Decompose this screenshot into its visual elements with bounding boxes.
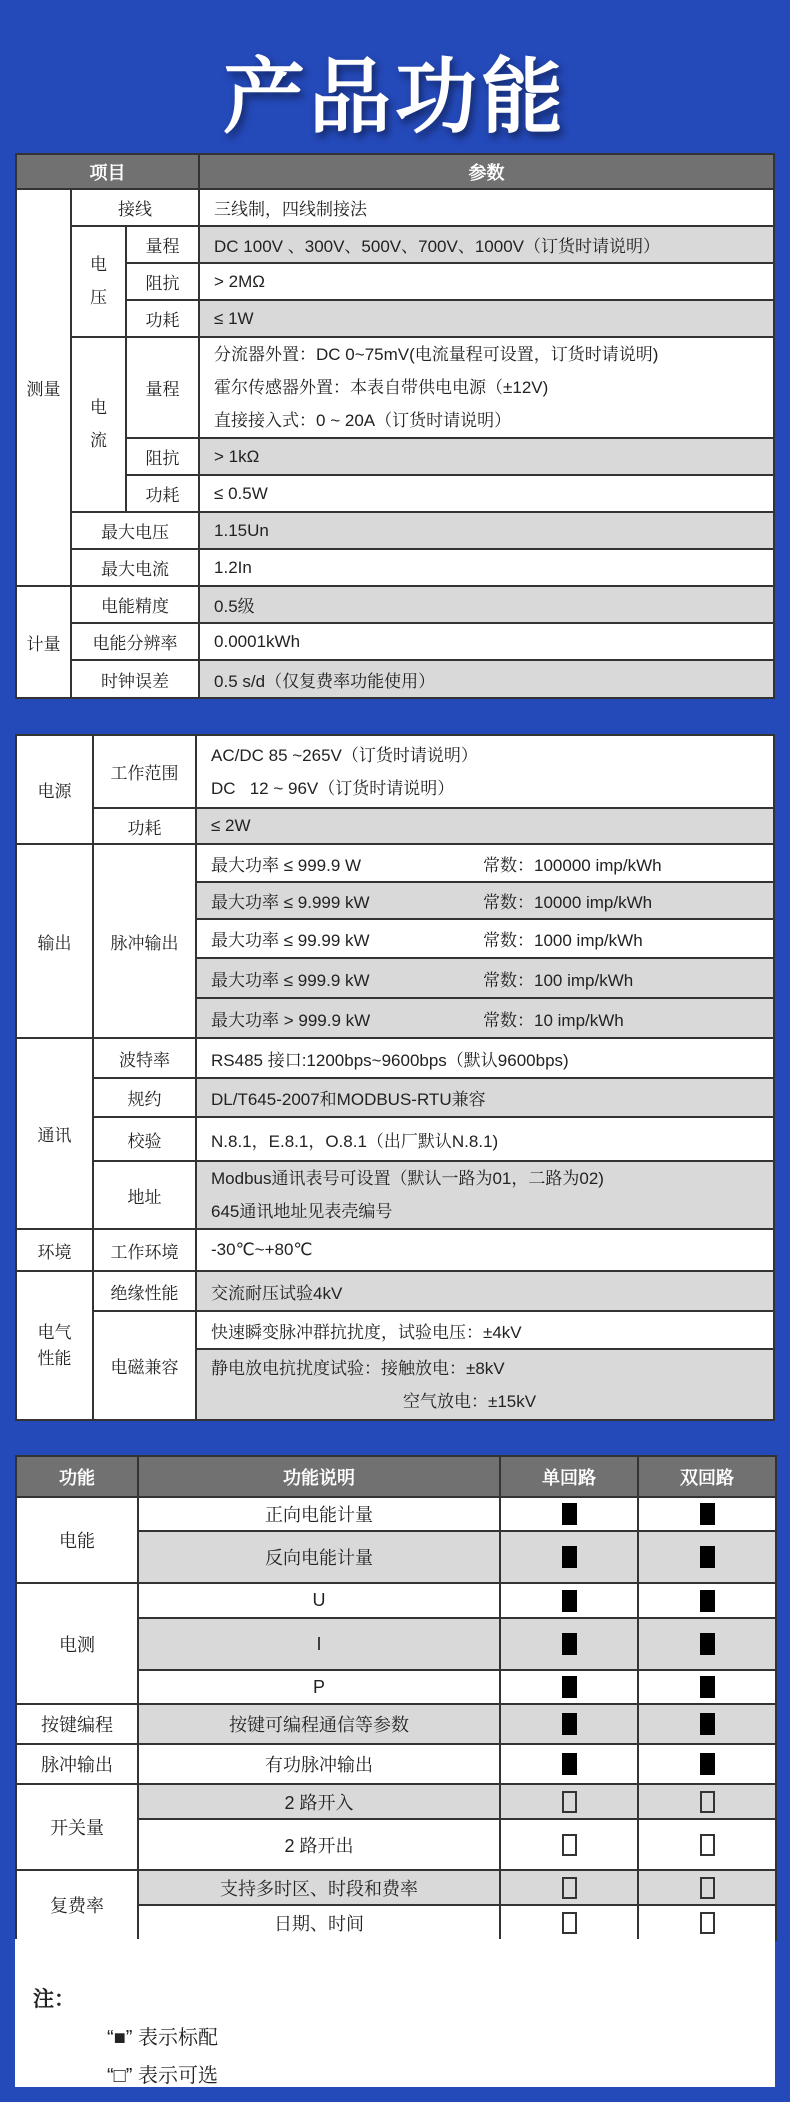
feature-row <box>16 1583 776 1618</box>
filled-square-icon <box>700 1713 715 1735</box>
feature-dual-cell <box>638 1819 776 1870</box>
feature-dual-cell <box>638 1670 776 1704</box>
text-line: 分流器外置：DC 0~75mV(电流量程可设置，订货时请说明) <box>214 345 659 364</box>
pulse-constant: 常数：10 imp/kWh <box>483 1010 624 1030</box>
value-max-i: 1.2In <box>199 549 774 586</box>
feature-dual-cell <box>638 1744 776 1784</box>
group-power: 电源 <box>16 735 93 844</box>
feature-single-cell <box>500 1670 638 1704</box>
feature-description: U <box>138 1583 500 1618</box>
label-clock: 时钟误差 <box>71 660 199 698</box>
pulse-constant: 常数：100000 imp/kWh <box>483 855 662 875</box>
feature-description: 正向电能计量 <box>138 1497 500 1531</box>
empty-square-icon <box>562 1791 577 1813</box>
filled-square-icon <box>562 1676 577 1698</box>
feature-dual-cell <box>638 1531 776 1583</box>
value-max-v: 1.15Un <box>199 512 774 549</box>
feature-single-cell <box>500 1618 638 1670</box>
feature-single-cell <box>500 1583 638 1618</box>
header-function: 功能 <box>16 1456 138 1497</box>
text-line: Modbus通讯表号可设置（默认一路为01，二路为02) <box>211 1169 604 1188</box>
feature-description: 按键可编程通信等参数 <box>138 1704 500 1744</box>
value-wiring: 三线制，四线制接法 <box>199 189 774 226</box>
label-i-range: 量程 <box>126 337 199 438</box>
pulse-power: 最大功率 ≤ 999.9 kW <box>211 970 370 990</box>
pulse-row <box>196 919 774 958</box>
group-voltage: 电压 <box>90 255 107 307</box>
feature-description: I <box>138 1618 500 1670</box>
label-i-pow: 功耗 <box>126 475 199 512</box>
pulse-power: 最大功率 ≤ 9.999 kW <box>211 893 370 912</box>
feature-dual-cell <box>638 1497 776 1531</box>
label-wiring: 接线 <box>71 189 199 226</box>
value-i-imp: > 1kΩ <box>199 438 774 475</box>
feature-dual-cell <box>638 1618 776 1670</box>
feature-row <box>16 1704 776 1744</box>
value-work-env: -30℃~+80℃ <box>196 1229 774 1271</box>
feature-row <box>16 1744 776 1784</box>
feature-single-cell <box>500 1497 638 1531</box>
label-baud: 波特率 <box>93 1038 196 1078</box>
feature-dual-cell <box>638 1583 776 1618</box>
pulse-power: 最大功率 > 999.9 kW <box>211 1010 371 1030</box>
feature-group: 复费率 <box>16 1870 138 1940</box>
feature-description: 日期、时间 <box>138 1905 500 1940</box>
feature-group: 脉冲输出 <box>16 1744 138 1784</box>
text-line: 645通讯地址见表壳编号 <box>211 1202 393 1221</box>
label-i-imp: 阻抗 <box>126 438 199 475</box>
label-insulation: 绝缘性能 <box>93 1271 196 1311</box>
text-line: 静电放电抗扰度试验：接触放电：±8kV <box>211 1358 505 1378</box>
empty-square-icon <box>700 1834 715 1856</box>
filled-square-icon <box>562 1633 577 1655</box>
value-esd <box>196 1349 774 1420</box>
text-line: 直接接入式：0 ~ 20A（订货时请说明） <box>214 411 512 430</box>
empty-square-icon <box>700 1912 715 1934</box>
value-resolution: 0.0001kWh <box>199 623 774 660</box>
label-resolution: 电能分辨率 <box>71 623 199 660</box>
pulse-power: 最大功率 ≤ 999.9 W <box>211 855 362 875</box>
text-line: DC 12 ~ 96V（订货时请说明） <box>211 778 455 798</box>
label-accuracy: 电能精度 <box>71 586 199 623</box>
note-optional: “□” 表示可选 <box>107 2065 218 2087</box>
feature-single-cell <box>500 1531 638 1583</box>
value-v-range: DC 100V 、300V、500V、700V、1000V（订货时请说明） <box>199 226 774 263</box>
value-i-pow: ≤ 0.5W <box>199 475 774 512</box>
feature-group: 电测 <box>16 1583 138 1704</box>
label-v-range: 量程 <box>126 226 199 263</box>
label-pulse: 脉冲输出 <box>93 844 196 1038</box>
pulse-constant: 常数：1000 imp/kWh <box>483 931 643 950</box>
filled-square-icon <box>562 1753 577 1775</box>
feature-row <box>16 1870 776 1905</box>
filled-square-icon <box>562 1713 577 1735</box>
label-v-imp: 阻抗 <box>126 263 199 300</box>
label-consumption: 功耗 <box>93 808 196 844</box>
value-accuracy: 0.5级 <box>199 586 774 623</box>
value-eft: 快速瞬变脉冲群抗扰度，试验电压：±4kV <box>196 1311 774 1349</box>
value-clock: 0.5 s/d（仅复费率功能使用） <box>199 660 774 698</box>
header-item: 项目 <box>16 154 199 189</box>
feature-description: P <box>138 1670 500 1704</box>
filled-square-icon <box>562 1590 577 1612</box>
empty-square-icon <box>562 1912 577 1934</box>
value-i-range <box>199 337 774 438</box>
header-dual: 双回路 <box>638 1456 776 1497</box>
filled-square-icon <box>562 1546 577 1568</box>
text-line: AC/DC 85 ~265V（订货时请说明） <box>211 745 478 765</box>
feature-single-cell <box>500 1819 638 1870</box>
pulse-row <box>196 844 774 882</box>
feature-single-cell <box>500 1744 638 1784</box>
header-params: 参数 <box>199 154 774 189</box>
label-protocol: 规约 <box>93 1078 196 1117</box>
feature-dual-cell <box>638 1905 776 1940</box>
label-work-env: 工作环境 <box>93 1229 196 1271</box>
pulse-power: 最大功率 ≤ 99.99 kW <box>211 931 370 950</box>
value-baud: RS485 接口:1200bps~9600bps（默认9600bps) <box>196 1038 774 1078</box>
empty-square-icon <box>562 1834 577 1856</box>
pulse-row <box>196 958 774 998</box>
general-spec-table <box>15 734 775 1421</box>
feature-single-cell <box>500 1870 638 1905</box>
feature-row <box>16 1497 776 1531</box>
filled-square-icon <box>700 1753 715 1775</box>
feature-table <box>15 1455 777 1941</box>
text-line: 空气放电：±15kV <box>403 1391 537 1411</box>
value-protocol: DL/T645-2007和MODBUS-RTU兼容 <box>196 1078 774 1117</box>
empty-square-icon <box>700 1877 715 1899</box>
feature-group: 电能 <box>16 1497 138 1583</box>
group-metering: 计量 <box>16 586 71 698</box>
label-max-i: 最大电流 <box>71 549 199 586</box>
header-single: 单回路 <box>500 1456 638 1497</box>
header-description: 功能说明 <box>138 1456 500 1497</box>
feature-single-cell <box>500 1704 638 1744</box>
pulse-constant: 常数：10000 imp/kWh <box>483 893 653 912</box>
value-consumption: ≤ 2W <box>196 808 774 844</box>
feature-description: 2 路开入 <box>138 1784 500 1819</box>
value-v-imp: > 2MΩ <box>199 263 774 300</box>
filled-square-icon <box>700 1676 715 1698</box>
label-range: 工作范围 <box>93 735 196 808</box>
feature-single-cell <box>500 1905 638 1940</box>
pulse-constant: 常数：100 imp/kWh <box>483 970 634 990</box>
feature-single-cell <box>500 1784 638 1819</box>
feature-description: 反向电能计量 <box>138 1531 500 1583</box>
filled-square-icon <box>700 1590 715 1612</box>
feature-group: 开关量 <box>16 1784 138 1870</box>
text-line: 霍尔传感器外置：本表自带供电电源（±12V) <box>214 378 549 397</box>
measurement-spec-table <box>15 153 775 699</box>
group-output: 输出 <box>16 844 93 1038</box>
feature-dual-cell <box>638 1784 776 1819</box>
note-standard: “■” 表示标配 <box>107 2027 218 2049</box>
filled-square-icon <box>700 1503 715 1525</box>
pulse-row <box>196 882 774 919</box>
label-address: 地址 <box>93 1161 196 1229</box>
empty-square-icon <box>700 1791 715 1813</box>
feature-group: 按键编程 <box>16 1704 138 1744</box>
group-comm: 通讯 <box>16 1038 93 1229</box>
page-title: 产品功能 <box>222 52 567 143</box>
feature-dual-cell <box>638 1870 776 1905</box>
group-electrical: 电气性能 <box>37 1323 72 1368</box>
value-v-pow: ≤ 1W <box>199 300 774 337</box>
group-measure: 测量 <box>16 189 71 586</box>
empty-square-icon <box>562 1877 577 1899</box>
notes-heading: 注： <box>33 1988 75 2011</box>
feature-description: 支持多时区、时段和费率 <box>138 1870 500 1905</box>
label-emc: 电磁兼容 <box>93 1311 196 1420</box>
filled-square-icon <box>700 1633 715 1655</box>
label-parity: 校验 <box>93 1117 196 1161</box>
value-range <box>196 735 774 808</box>
value-address <box>196 1161 774 1229</box>
group-current: 电流 <box>90 398 107 450</box>
value-insulation: 交流耐压试验4kV <box>196 1271 774 1311</box>
filled-square-icon <box>562 1503 577 1525</box>
filled-square-icon <box>700 1546 715 1568</box>
label-v-pow: 功耗 <box>126 300 199 337</box>
group-env: 环境 <box>16 1229 93 1271</box>
pulse-row <box>196 998 774 1038</box>
value-parity: N.8.1，E.8.1，O.8.1（出厂默认N.8.1) <box>196 1117 774 1161</box>
feature-dual-cell <box>638 1704 776 1744</box>
feature-description: 有功脉冲输出 <box>138 1744 500 1784</box>
feature-description: 2 路开出 <box>138 1819 500 1870</box>
feature-row <box>16 1784 776 1819</box>
label-max-v: 最大电压 <box>71 512 199 549</box>
notes-panel <box>15 1939 775 2087</box>
